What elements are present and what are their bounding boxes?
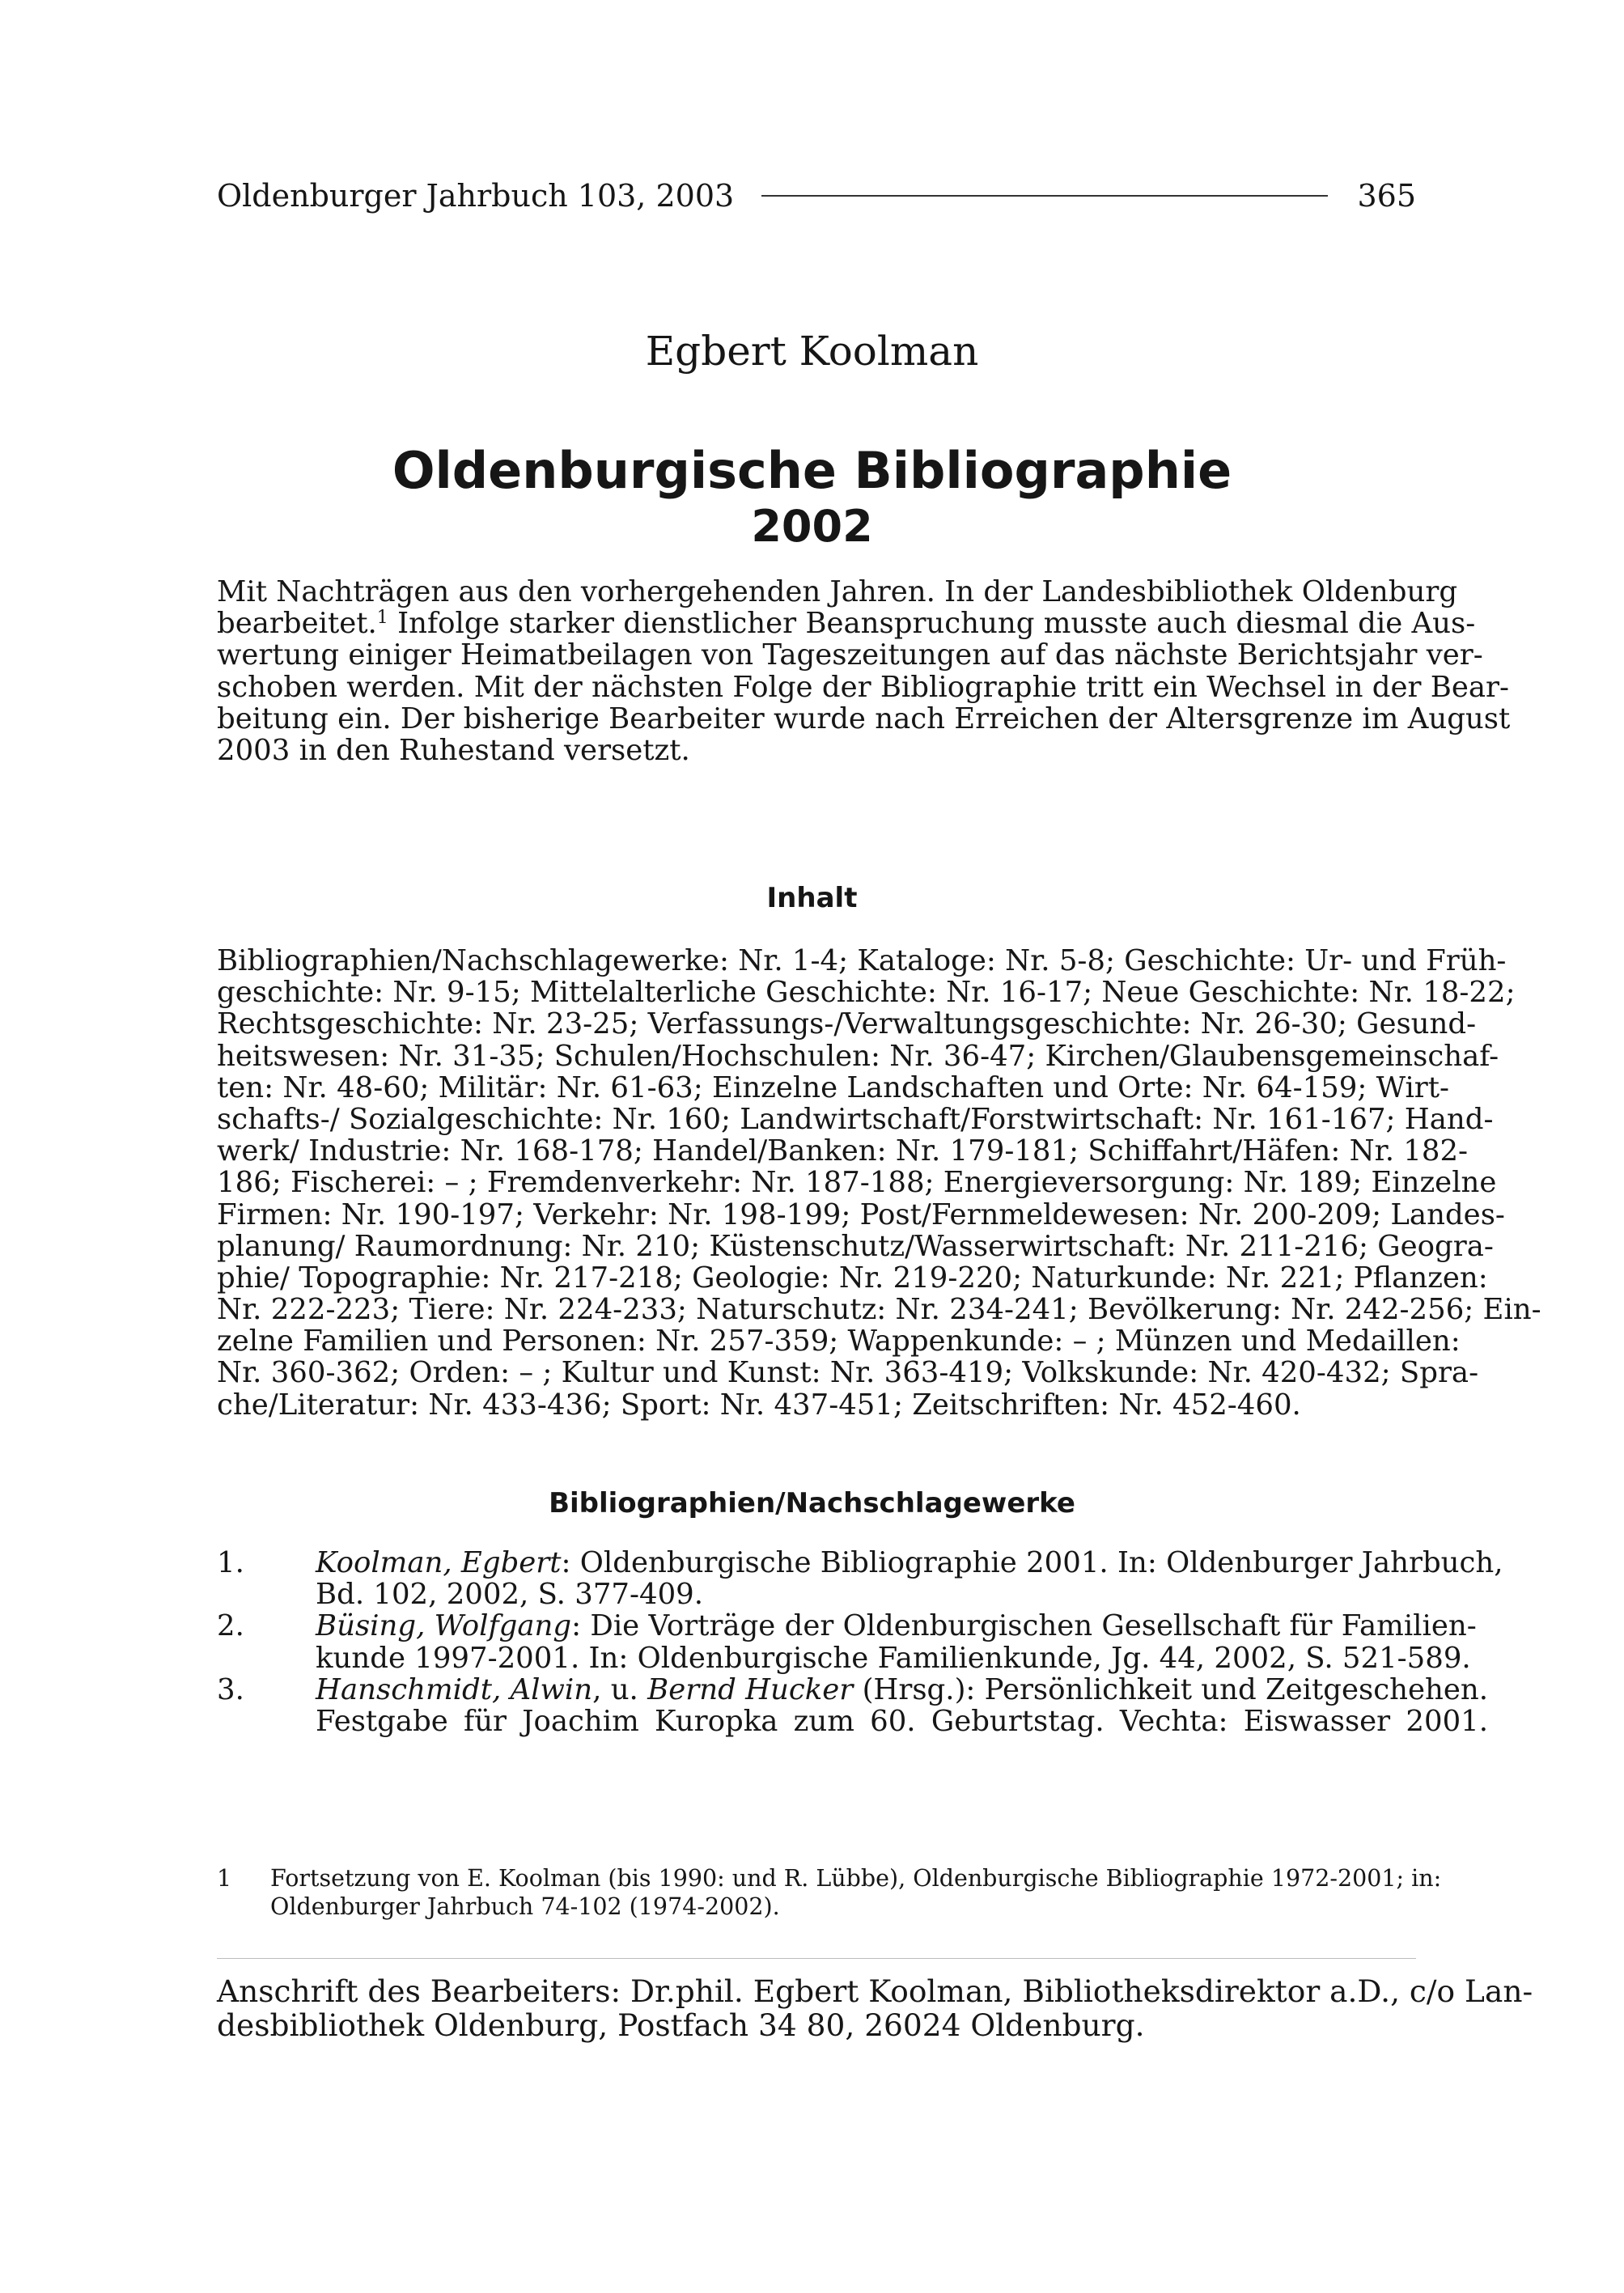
entry-text xyxy=(316,1674,1488,1737)
contents-line: che/Literatur: Nr. 433-436; Sport: Nr. 437-451; Zeitschriften: Nr. 452-460. xyxy=(217,1388,1301,1422)
footnote-row xyxy=(217,1865,1442,1921)
entry-line xyxy=(316,1547,1503,1579)
contents-line: Nr. 360-362; Orden: – ; Kultur und Kunst: Nr. 363-419; Volkskunde: Nr. 420-432; Spra- xyxy=(217,1356,1479,1390)
entry-line: Festgabe für Joachim Kuropka zum 60. Geburtstag. Vechta: Eiswasser 2001. xyxy=(316,1704,1489,1738)
bibliography-entry xyxy=(217,1546,1503,1612)
author-name: Egbert Koolman xyxy=(645,328,979,375)
contents-line: Rechtsgeschichte: Nr. 23-25; Verfassungs-/Verwaltungsgeschichte: Nr. 26-30; Gesund- xyxy=(217,1007,1477,1041)
editor-address xyxy=(217,1973,1533,2043)
entry-number: 1. xyxy=(217,1546,244,1579)
title-year: 2002 xyxy=(751,501,873,552)
contents-line: schafts-/ Sozialgeschichte: Nr. 160; Landwirtschaft/Forstwirtschaft: Nr. 161-167; Hand- xyxy=(217,1102,1494,1136)
contents-line: phie/ Topographie: Nr. 217-218; Geologie: Nr. 219-220; Naturkunde: Nr. 221; Pflanzen: xyxy=(217,1261,1488,1295)
bibliography-entry xyxy=(217,1672,1489,1738)
entry-line: Bd. 102, 2002, S. 377-409. xyxy=(316,1578,704,1612)
footnote-marker: 1 xyxy=(376,608,388,629)
footer-divider xyxy=(217,1958,1416,1959)
page-number: 365 xyxy=(1357,178,1416,214)
intro-line: Mit Nachträgen aus den vorhergehenden Jahren. In der Landesbibliothek Oldenburg xyxy=(217,575,1458,608)
intro-line-end: Infolge starker dienstlicher Beanspruchung musste auch diesmal die Aus- xyxy=(397,607,1476,641)
section-heading: Bibliographien/Nachschlagewerke xyxy=(549,1487,1075,1519)
contents-line: werk/ Industrie: Nr. 168-178; Handel/Banken: Nr. 179-181; Schiffahrt/Häfen: Nr. 182- xyxy=(217,1134,1469,1168)
address-line: desbibliothek Oldenburg, Postfach 34 80, 26024 Oldenburg. xyxy=(217,2007,1145,2043)
intro-line xyxy=(217,607,1476,641)
entry-number: 3. xyxy=(217,1672,244,1706)
contents-paragraph xyxy=(217,944,1541,1422)
footnote-line: Fortsetzung von E. Koolman (bis 1990: und R. Lübbe), Oldenburgische Bibliographie 1972-2001; in: xyxy=(270,1865,1442,1892)
bibliography-list xyxy=(217,1546,1503,1738)
contents-line: heitswesen: Nr. 31-35; Schulen/Hochschulen: Nr. 36-47; Kirchen/Glaubensgemeinschaf- xyxy=(217,1039,1499,1073)
entry-number: 2. xyxy=(217,1609,244,1643)
intro-paragraph xyxy=(217,575,1511,767)
entry-author: Bernd Hucker xyxy=(647,1672,854,1706)
entry-connector: , u. xyxy=(592,1672,648,1706)
contents-line: Bibliographien/Nachschlagewerke: Nr. 1-4; Kataloge: Nr. 5-8; Geschichte: Ur- und Früh- xyxy=(217,944,1507,977)
contents-line: zelne Familien und Personen: Nr. 257-359; Wappenkunde: – ; Münzen und Medaillen: xyxy=(217,1325,1461,1358)
intro-line: schoben werden. Mit der nächsten Folge der Bibliographie tritt ein Wechsel in der Bear- xyxy=(217,670,1510,704)
contents-line: planung/ Raumordnung: Nr. 210; Küstenschutz/Wasserwirtschaft: Nr. 211-216; Geogra- xyxy=(217,1229,1494,1263)
intro-line: 2003 in den Ruhestand versetzt. xyxy=(217,733,690,767)
footnote-number: 1 xyxy=(217,1865,232,1892)
bibliography-entry xyxy=(217,1609,1477,1675)
entry-title: (Hrsg.): Persönlichkeit und Zeitgeschehen. xyxy=(853,1672,1489,1706)
contents-line: ten: Nr. 48-60; Militär: Nr. 61-63; Einzelne Landschaften und Orte: Nr. 64-159; Wirt- xyxy=(217,1070,1450,1104)
entry-text xyxy=(316,1610,1477,1673)
contents-line: geschichte: Nr. 9-15; Mittelalterliche Geschichte: Nr. 16-17; Neue Geschichte: Nr. 18-22; xyxy=(217,976,1516,1010)
entry-title: : Die Vorträge der Oldenburgischen Gesellschaft für Familien- xyxy=(571,1609,1477,1643)
entry-line xyxy=(316,1610,1477,1642)
journal-name: Oldenburger Jahrbuch 103, 2003 xyxy=(217,178,735,214)
running-header xyxy=(217,172,1416,220)
entry-line: kunde 1997-2001. In: Oldenburgische Familienkunde, Jg. 44, 2002, S. 521-589. xyxy=(316,1641,1471,1675)
entry-text xyxy=(316,1547,1503,1610)
footnote xyxy=(217,1865,1442,1921)
address-line: Anschrift des Bearbeiters: Dr.phil. Egbert Koolman, Bibliotheksdirektor a.D., c/o Lan- xyxy=(217,1973,1533,2009)
contents-line: Nr. 222-223; Tiere: Nr. 224-233; Naturschutz: Nr. 234-241; Bevölkerung: Nr. 242-256; Ein- xyxy=(217,1293,1541,1327)
entry-line xyxy=(316,1674,1488,1706)
page-title: Oldenburgische Bibliographie xyxy=(392,441,1232,500)
contents-line: 186; Fischerei: – ; Fremdenverkehr: Nr. 187-188; Energieversorgung: Nr. 189; Einzelne xyxy=(217,1166,1497,1200)
footnote-line: Oldenburger Jahrbuch 74-102 (1974-2002). xyxy=(270,1892,780,1920)
entry-title: : Oldenburgische Bibliographie 2001. In: Oldenburger Jahrbuch, xyxy=(561,1546,1503,1579)
intro-line: beitung ein. Der bisherige Bearbeiter wurde nach Erreichen der Altersgrenze im August xyxy=(217,701,1511,735)
header-rule xyxy=(761,195,1328,197)
contents-heading: Inhalt xyxy=(766,882,858,914)
entry-author: Koolman, Egbert xyxy=(316,1546,562,1579)
entry-author: Hanschmidt, Alwin xyxy=(316,1672,593,1706)
entry-author: Büsing, Wolfgang xyxy=(316,1609,572,1643)
intro-line-start: bearbeitet. xyxy=(217,607,377,641)
contents-line: Firmen: Nr. 190-197; Verkehr: Nr. 198-199; Post/Fernmeldewesen: Nr. 200-209; Landes- xyxy=(217,1197,1505,1231)
intro-line: wertung einiger Heimatbeilagen von Tageszeitungen auf das nächste Berichtsjahr ver- xyxy=(217,638,1483,672)
footnote-text xyxy=(270,1865,1441,1921)
